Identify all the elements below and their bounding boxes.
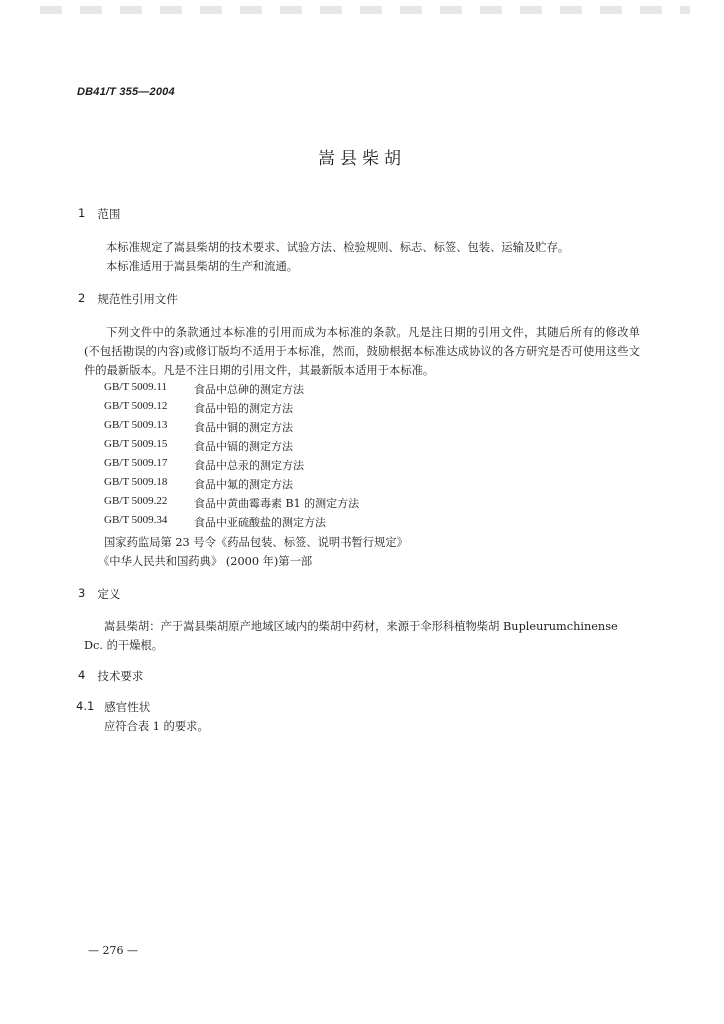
reference-code: GB/T 5009.12 [104,400,168,412]
reference-code: GB/T 5009.15 [104,438,168,450]
section-number: 1 [78,206,86,220]
reference-name: 食品中亚硫酸盐的测定方法 [194,516,326,529]
definition-line-1: 嵩县柴胡：产于嵩县柴胡原产地域区域内的柴胡中药材，来源于伞形科植物柴胡 Bupleurumchinense [104,620,618,633]
reference-code: GB/T 5009.17 [104,457,168,469]
section-2-paragraph: 下列文件中的条款通过本标准的引用而成为本标准的条款。凡是注日期的引用文件，其随后所有的修改单(不包括勘误的内容)或修订版均不适用于本标准，然而，鼓励根据本标准达成协议的各方研究是否可使用这些文件的最新版本。凡是不注日期的引用文件，其最新版本适用于本标准。 [84,326,640,377]
section-number: 3 [78,586,86,600]
section-4-1-heading [76,699,150,715]
section-title: 技术要求 [97,669,144,683]
section-title: 感官性状 [104,700,151,714]
scan-header-artifact [40,6,690,14]
section-title: 规范性引用文件 [97,292,178,306]
document-code: DB41/T 355—2004 [77,86,175,98]
section-title: 范围 [97,207,121,221]
reference-item [104,457,304,473]
section-4-1-line: 应符合表 1 的要求。 [104,720,209,733]
reference-name: 食品中总汞的测定方法 [194,459,304,472]
reference-name: 食品中镉的测定方法 [194,440,293,453]
reference-item [104,514,326,530]
section-number: 4 [78,668,86,682]
reference-item [104,438,293,454]
section-title: 定义 [97,587,121,601]
section-1-heading [78,206,120,222]
document-title: 嵩县柴胡 [318,149,406,169]
definition-line-2: Dc. 的干燥根。 [84,639,164,652]
section-1-line-2: 本标准适用于嵩县柴胡的生产和流通。 [106,260,299,273]
reference-name: 食品中氟的测定方法 [194,478,293,491]
reference-name: 食品中铅的测定方法 [194,402,293,415]
section-3-heading [78,586,120,602]
page-number: — 276 — [88,944,138,957]
reference-code: GB/T 5009.18 [104,476,168,488]
reference-name: 食品中铜的测定方法 [194,421,293,434]
section-2-heading [78,291,178,307]
reference-regulation: 国家药监局第 23 号令《药品包装、标签、说明书暂行规定》 [104,536,408,549]
reference-item [104,381,304,397]
reference-item [104,400,293,416]
reference-name: 食品中总砷的测定方法 [194,383,304,396]
reference-pharmacopoeia: 《中华人民共和国药典》 (2000 年)第一部 [98,555,313,568]
reference-code: GB/T 5009.13 [104,419,168,431]
reference-code: GB/T 5009.34 [104,514,168,526]
reference-item [104,495,359,511]
section-number: 2 [78,291,86,305]
section-number: 4.1 [76,699,95,713]
reference-code: GB/T 5009.22 [104,495,168,507]
reference-item [104,419,293,435]
section-1-line-1: 本标准规定了嵩县柴胡的技术要求、试验方法、检验规则、标志、标签、包装、运输及贮存。 [106,241,570,254]
reference-name: 食品中黄曲霉毒素 B1 的测定方法 [194,497,360,510]
section-4-heading [78,668,143,684]
reference-code: GB/T 5009.11 [104,381,167,393]
reference-item [104,476,293,492]
